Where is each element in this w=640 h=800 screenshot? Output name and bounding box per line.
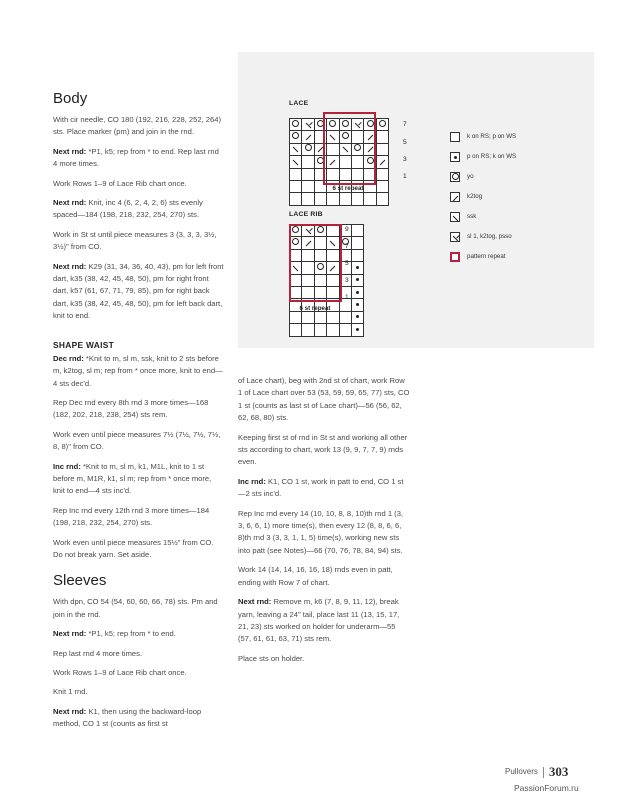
page-footer bbox=[505, 764, 568, 780]
lace-chart-cell bbox=[314, 193, 326, 205]
lace-rib-repeat-box bbox=[289, 224, 342, 302]
yo-circle-icon bbox=[292, 120, 299, 127]
lace-rib-chart-cell bbox=[290, 311, 302, 323]
sleeves-intro: With dpn, CO 54 (54, 60, 60, 66, 78) sts. Pm and join in the rnd. bbox=[53, 597, 218, 619]
lace-chart-cell bbox=[302, 193, 314, 205]
k2tog-slash-icon bbox=[380, 160, 386, 166]
lace-rib-chart-cell bbox=[339, 311, 351, 323]
lace-rib-chart-cell bbox=[314, 324, 326, 336]
lace-chart-cell bbox=[290, 168, 302, 180]
dot-icon bbox=[356, 315, 359, 318]
lace-rib-chart-cell bbox=[327, 324, 339, 336]
body-next-rnd-3: Next rnd: K29 (31, 34, 36, 40, 43), pm for left front dart, k35 (38, 42, 45, 48, 50), pm for right front dart, k57 (61, 67, 71, 79, 85), pm for right back dart, k35 (38, 42, 45, 48, 50), pm for left back dart, knit to end. bbox=[53, 261, 224, 321]
lace-chart-cell bbox=[376, 193, 388, 205]
subheading-shape-waist: SHAPE WAIST bbox=[53, 339, 114, 350]
yo-circle-icon bbox=[305, 144, 312, 151]
body-next-rnd-1: Next rnd: *P1, k5; rep from * to end. Rep last rnd 4 more times. bbox=[53, 146, 219, 169]
ssk-backslash-icon bbox=[450, 212, 460, 222]
lace-chart-cell bbox=[376, 168, 388, 180]
lace-rib-row-5: 5 bbox=[345, 260, 349, 267]
ssk-backslash-icon bbox=[293, 160, 299, 166]
left-column bbox=[53, 90, 225, 738]
lace-rib-chart-cell bbox=[351, 324, 363, 336]
pattern-repeat-icon bbox=[450, 252, 460, 262]
lace-rib-chart-cell bbox=[351, 299, 363, 311]
lace-chart-cell bbox=[351, 193, 363, 205]
waist-work-even-1: Work even until piece measures 7½ (7½, 7½, 7½, 8, 8)" from CO. bbox=[53, 429, 221, 452]
lace-chart-cell bbox=[376, 156, 388, 168]
lace-chart-cell bbox=[290, 180, 302, 192]
lace-rib-repeat-label: 6 st repeat bbox=[299, 305, 331, 312]
lace-rib-chart-cell bbox=[351, 249, 363, 261]
section-title-body: Body bbox=[53, 90, 88, 107]
lace-rib-chart-cell bbox=[302, 324, 314, 336]
k2tog-slash-icon bbox=[305, 135, 311, 141]
section-title-sleeves: Sleeves bbox=[53, 572, 107, 590]
col2-rep-inc: Rep Inc rnd every 14 (10, 10, 8, 8, 10)th rnd 1 (3, 3, 6, 6, 1) more time(s), then every 12 (8, 8, 6, 6, 8)th rnd 3 (3, 3, 1, 1, 5) time(s), working new sts into patt (see Notes)—66 (70, 76, 78, 84, 94) sts. bbox=[238, 508, 404, 555]
lace-rib-chart-cell bbox=[351, 311, 363, 323]
legend-item-pattern-repeat: pattern repeat bbox=[450, 252, 580, 264]
lace-rib-chart-cell bbox=[290, 324, 302, 336]
body-lace-rows: Work Rows 1–9 of Lace Rib chart once. bbox=[53, 178, 187, 188]
legend-item-k2tog: k2tog bbox=[450, 192, 580, 204]
waist-inc-rnd: Inc rnd: *Knit to m, sl m, k1, M1L, knit to 1 st before m, M1R, k1, sl m; rep from * once more, knit to end—4 sts inc'd. bbox=[53, 461, 212, 496]
body-intro: With cir needle, CO 180 (192, 216, 228, 252, 264) sts. Place marker (pm) and join in the rnd. bbox=[53, 115, 222, 137]
legend-item-knit: k on RS; p on WS bbox=[450, 132, 580, 144]
col2-work-14: Work 14 (14, 14, 16, 16, 18) rnds even in patt, ending with Row 7 of chart. bbox=[238, 565, 393, 587]
sl1-k2tog-psso-icon bbox=[450, 232, 460, 242]
lace-rib-chart-cell bbox=[327, 311, 339, 323]
lace-rib-chart-cell bbox=[302, 311, 314, 323]
lace-rib-chart-cell bbox=[351, 262, 363, 274]
right-column bbox=[238, 375, 410, 672]
sleeves-rep-last: Rep last rnd 4 more times. bbox=[53, 648, 143, 658]
lace-rib-chart-cell bbox=[351, 237, 363, 249]
lace-chart-cell bbox=[364, 193, 376, 205]
lace-chart-cell bbox=[290, 156, 302, 168]
ssk-backslash-icon bbox=[293, 147, 299, 153]
col2-continuation: of Lace chart), beg with 2nd st of chart, work Row 1 of Lace chart over 53 (53, 59, 59, 65, 77) sts, CO 1 st (counts as last st of Lace chart)—56 (56, 62, 62, 68, 80) sts. bbox=[238, 376, 410, 423]
footer-section-name: Pullovers bbox=[505, 767, 538, 777]
lace-chart-cell bbox=[302, 143, 314, 155]
lace-row-5: 5 bbox=[403, 139, 407, 146]
lace-rib-row-3: 3 bbox=[345, 277, 349, 284]
lace-repeat-label: 6 st repeat bbox=[332, 185, 364, 192]
lace-chart-cell bbox=[376, 143, 388, 155]
dot-icon bbox=[450, 152, 460, 162]
waist-rep-inc: Rep Inc rnd every 12th rnd 3 more times—184 (198, 218, 232, 254, 270) sts. bbox=[53, 505, 210, 528]
lace-repeat-box bbox=[323, 112, 376, 185]
sleeves-next-rnd-1: Next rnd: *P1, k5; rep from * to end. bbox=[53, 629, 176, 639]
lace-chart-cell bbox=[302, 131, 314, 143]
lace-chart-cell bbox=[376, 131, 388, 143]
lace-chart-cell bbox=[290, 131, 302, 143]
lace-row-1: 1 bbox=[403, 173, 407, 180]
lace-chart-cell bbox=[302, 156, 314, 168]
legend-item-purl: p on RS; k on WS bbox=[450, 152, 580, 164]
dot-icon bbox=[356, 303, 359, 306]
waist-dec-rnd: Dec rnd: *Knit to m, sl m, ssk, knit to 2 sts before m, k2tog, sl m; rep from * once more, knit to end—4 sts dec'd. bbox=[53, 353, 223, 388]
dot-icon bbox=[356, 266, 359, 269]
dot-icon bbox=[356, 278, 359, 281]
legend-item-sl1-k2tog-psso: sl 1, k2tog, psso bbox=[450, 232, 580, 244]
footer-divider bbox=[543, 767, 544, 778]
lace-rib-chart-cell bbox=[351, 286, 363, 298]
lace-chart-cell bbox=[376, 119, 388, 131]
lace-chart-title: LACE bbox=[289, 100, 309, 107]
col2-place-sts: Place sts on holder. bbox=[238, 653, 305, 663]
lace-rib-row-9: 9 bbox=[345, 226, 349, 233]
yo-circle-icon bbox=[379, 120, 386, 127]
blank-square-icon bbox=[450, 132, 460, 142]
watermark: PassionForum.ru bbox=[514, 783, 579, 793]
dot-icon bbox=[356, 328, 359, 331]
lace-rib-chart-cell bbox=[351, 274, 363, 286]
lace-rib-row-7: 7 bbox=[345, 243, 349, 250]
body-work-st: Work in St st until piece measures 3 (3, 3, 3, 3½, 3½)" from CO. bbox=[53, 229, 217, 252]
lace-rib-chart-row bbox=[290, 324, 364, 336]
legend-item-ssk: ssk bbox=[450, 212, 580, 224]
lace-chart-cell bbox=[339, 193, 351, 205]
lace-rib-chart-row bbox=[290, 311, 364, 323]
waist-rep-dec: Rep Dec rnd every 8th rnd 3 more times—168 (182, 202, 218, 238, 254) sts rem. bbox=[53, 397, 209, 420]
page-number: 303 bbox=[548, 764, 569, 779]
lace-chart-cell bbox=[376, 180, 388, 192]
dot-icon bbox=[356, 291, 359, 294]
waist-work-even-2: Work even until piece measures 15½" from CO. Do not break yarn. Set aside. bbox=[53, 537, 214, 559]
body-next-rnd-2: Next rnd: Knit, inc 4 (6, 2, 4, 2, 6) sts evenly spaced—184 (198, 218, 232, 254, 270) sts. bbox=[53, 198, 203, 220]
lace-rib-chart-cell bbox=[314, 311, 326, 323]
k2tog-slash-icon bbox=[450, 192, 460, 202]
lace-chart-cell bbox=[290, 193, 302, 205]
lace-chart-row bbox=[290, 193, 389, 205]
lace-chart-cell bbox=[302, 180, 314, 192]
col2-inc-rnd: Inc rnd: K1, CO 1 st, work in patt to end, CO 1 st—2 sts inc'd. bbox=[238, 476, 404, 499]
sl1-k2tog-psso-icon bbox=[305, 122, 311, 128]
col2-keeping: Keeping first st of rnd in St st and working all other sts according to chart, work 13 (9, 9, 7, 7, 9) rnds even. bbox=[238, 432, 408, 467]
lace-chart-cell bbox=[302, 168, 314, 180]
col2-next-rnd: Next rnd: Remove m, k6 (7, 8, 9, 11, 12), break yarn, leaving a 24" tail, place last 11 (13, 15, 17, 21, 23) sts worked on holder for underarm—55 (57, 61, 61, 63, 71) sts rem. bbox=[238, 597, 400, 644]
lace-chart-cell bbox=[290, 119, 302, 131]
lace-row-7: 7 bbox=[403, 121, 407, 128]
lace-rib-chart-cell bbox=[339, 324, 351, 336]
lace-rib-chart-title: LACE RIB bbox=[289, 211, 323, 218]
legend-item-yo: yo bbox=[450, 172, 580, 184]
yo-circle-icon bbox=[292, 132, 299, 139]
lace-chart-cell bbox=[290, 143, 302, 155]
lace-row-3: 3 bbox=[403, 156, 407, 163]
sleeves-next-rnd-2: Next rnd: K1, then using the backward-loop method, CO 1 st (counts as first st bbox=[53, 706, 202, 729]
sleeves-knit-1: Knit 1 rnd. bbox=[53, 687, 88, 697]
lace-rib-row-1: 1 bbox=[345, 294, 349, 301]
sleeves-lace-rows: Work Rows 1–9 of Lace Rib chart once. bbox=[53, 668, 187, 677]
lace-chart-cell bbox=[327, 193, 339, 205]
yo-circle-icon bbox=[450, 172, 460, 182]
lace-chart-cell bbox=[302, 119, 314, 131]
lace-rib-chart-cell bbox=[351, 225, 363, 237]
